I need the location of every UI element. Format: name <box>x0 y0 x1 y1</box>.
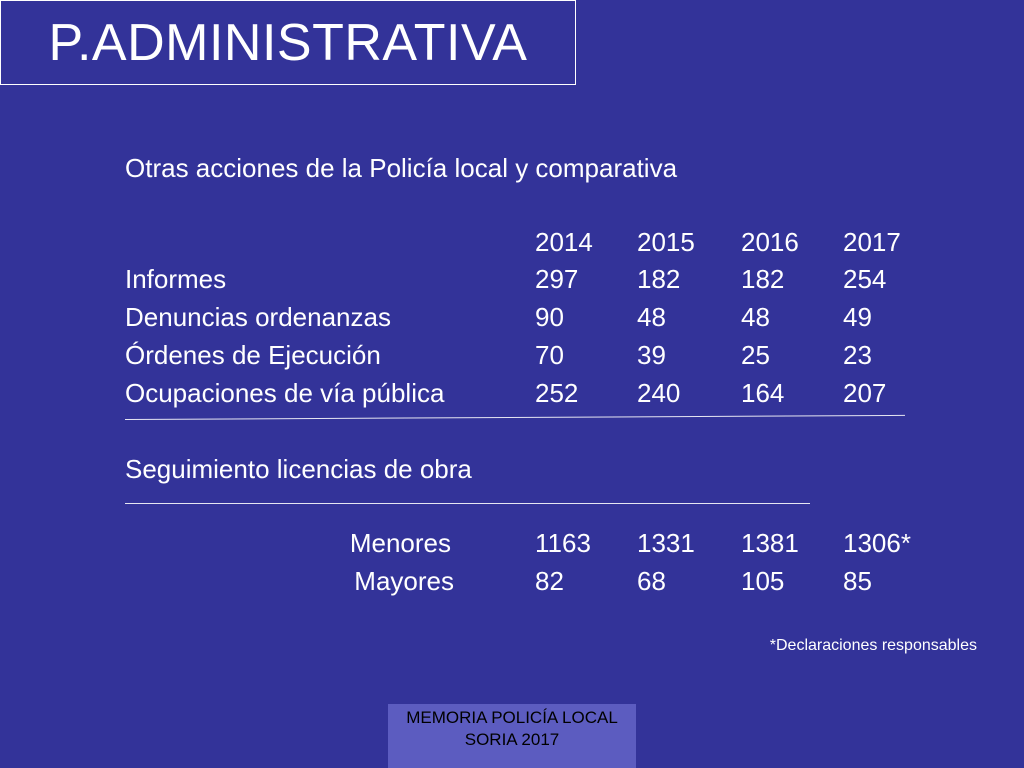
section-title: Seguimiento licencias de obra <box>125 454 472 484</box>
table-cell: 82 <box>535 566 564 596</box>
row-label: Menores <box>349 528 451 558</box>
table-cell: 48 <box>637 302 666 332</box>
footer-line: SORIA 2017 <box>464 730 560 749</box>
table-cell: 1163 <box>535 528 591 558</box>
table-cell: 1331 <box>637 528 695 558</box>
subtitle: Otras acciones de la Policía local y comparativa <box>125 153 678 183</box>
row-label: Mayores <box>354 566 454 596</box>
table-cell: 105 <box>741 566 785 596</box>
year-header: 2016 <box>741 227 799 257</box>
table-cell: 182 <box>741 264 785 294</box>
table-cell: 182 <box>637 264 681 294</box>
table-cell: 48 <box>741 302 770 332</box>
table-cell: 1381 <box>741 528 799 558</box>
table-cell: 254 <box>843 264 887 294</box>
footer <box>388 704 636 768</box>
table-cell: 39 <box>637 340 666 370</box>
table-row <box>0 336 1024 374</box>
table-cell: 68 <box>637 566 666 596</box>
table-cell: 297 <box>535 264 579 294</box>
year-header: 2017 <box>843 227 901 257</box>
table-cell: 23 <box>843 340 872 370</box>
row-label: Informes <box>125 264 227 294</box>
year-header: 2014 <box>535 227 593 257</box>
table-cell: 207 <box>843 378 887 408</box>
row-label: Ocupaciones de vía pública <box>125 378 445 408</box>
page-title: P.ADMINISTRATIVA <box>48 13 528 72</box>
table-cell: 85 <box>843 566 872 596</box>
divider <box>125 503 810 504</box>
table-row <box>0 374 1024 412</box>
divider <box>125 415 905 420</box>
table-cell: 70 <box>535 340 564 370</box>
title-box <box>0 0 576 85</box>
table-cell: 49 <box>843 302 872 332</box>
year-header: 2015 <box>637 227 695 257</box>
year-header-row <box>0 223 1024 261</box>
row-label: Denuncias ordenanzas <box>125 302 391 332</box>
table-cell: 240 <box>637 378 681 408</box>
table-row <box>0 298 1024 336</box>
footer-line: MEMORIA POLICÍA LOCAL <box>406 708 618 727</box>
table-cell: 90 <box>535 302 564 332</box>
table-row <box>0 562 1024 600</box>
table-cell: 25 <box>741 340 770 370</box>
footnote: *Declaraciones responsables <box>769 637 977 654</box>
table-cell: 1306* <box>843 528 911 558</box>
row-label: Órdenes de Ejecución <box>125 340 381 370</box>
table-row <box>0 524 1024 562</box>
table-cell: 164 <box>741 378 785 408</box>
table-row <box>0 260 1024 298</box>
table-cell: 252 <box>535 378 579 408</box>
